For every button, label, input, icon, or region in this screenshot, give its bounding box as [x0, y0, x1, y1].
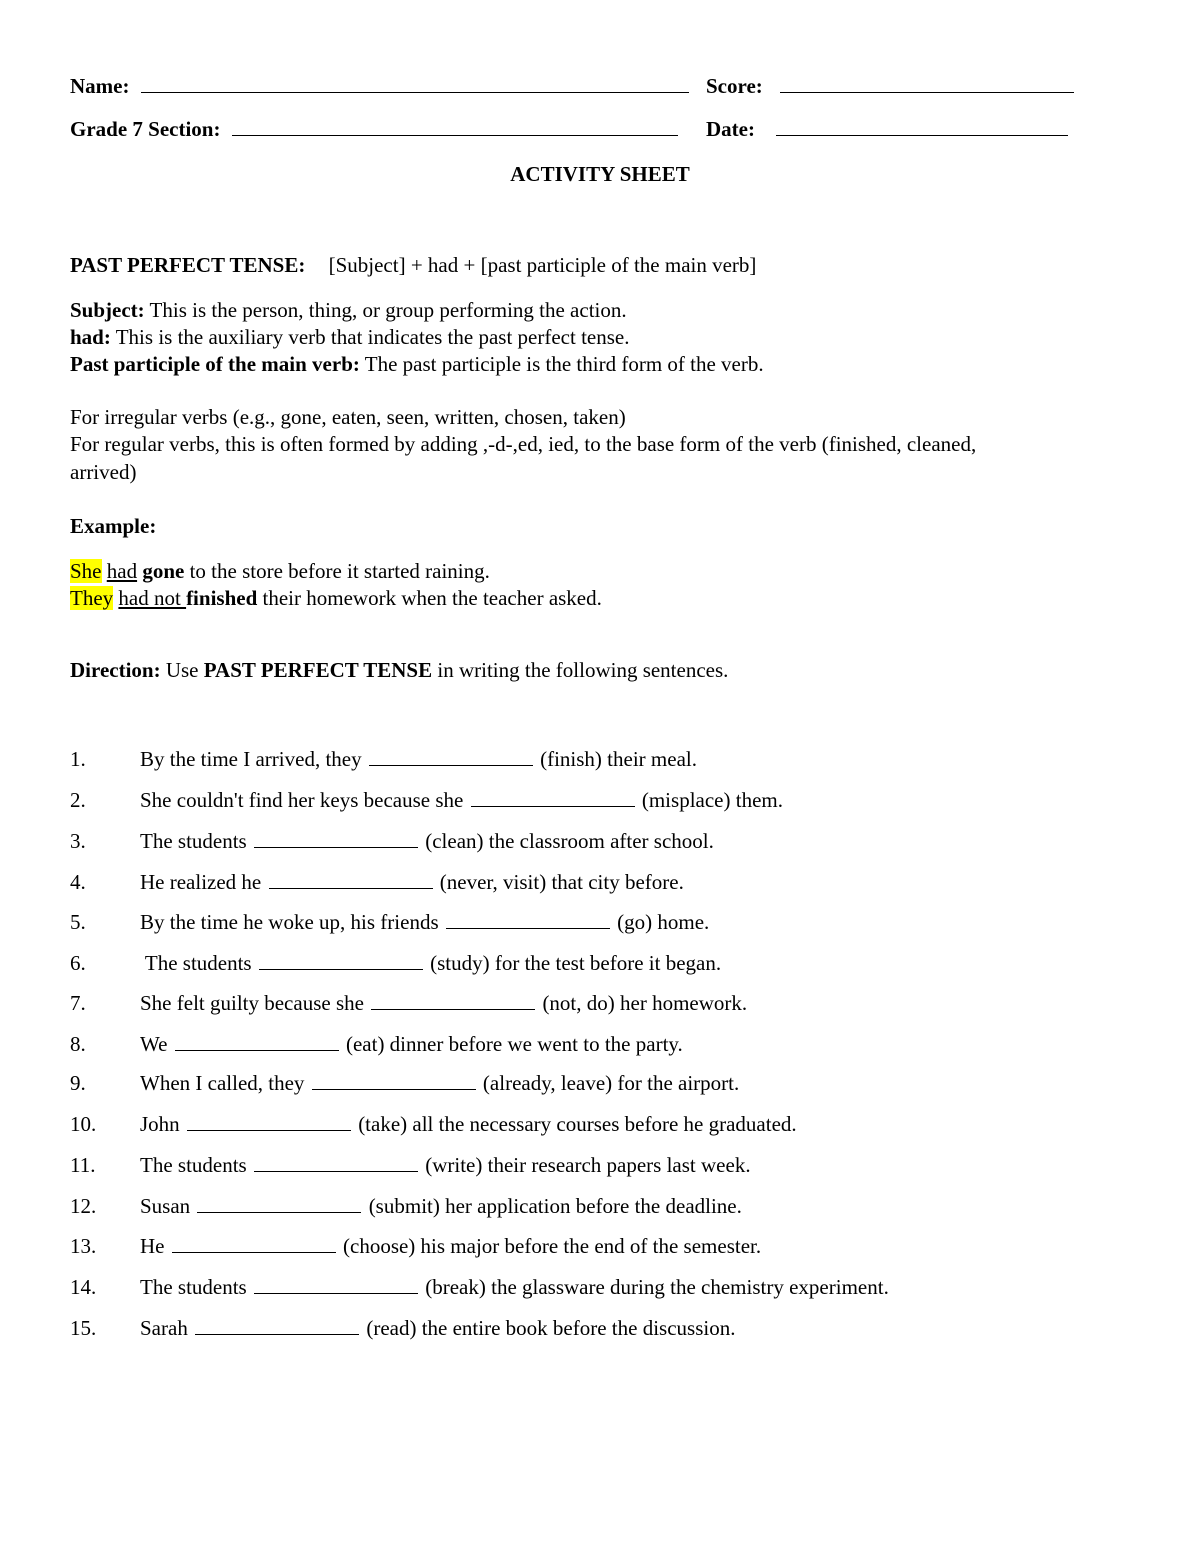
- item-number: 4.: [70, 870, 86, 894]
- name-label: Name:: [70, 74, 130, 98]
- item-number: 9.: [70, 1071, 86, 1095]
- answer-blank[interactable]: [254, 846, 418, 848]
- item-text-before: By the time he woke up, his friends: [140, 910, 444, 934]
- item-text-after: (choose) his major before the end of the semester.: [337, 1234, 762, 1258]
- answer-blank[interactable]: [254, 1292, 418, 1294]
- definition-past-participle: [70, 352, 764, 377]
- definition-term: had:: [70, 325, 111, 349]
- item-number: 2.: [70, 788, 86, 812]
- item-text-before: She couldn't find her keys because she: [140, 788, 469, 812]
- item-sentence: [140, 1194, 742, 1219]
- direction-bold: PAST PERFECT TENSE: [203, 658, 433, 682]
- answer-blank[interactable]: [187, 1129, 351, 1131]
- page-title: ACTIVITY SHEET: [510, 162, 690, 186]
- item-text-after: (not, do) her homework.: [537, 991, 748, 1015]
- item-sentence: [140, 829, 714, 854]
- item-text-before: The students: [140, 1275, 252, 1299]
- answer-blank[interactable]: [371, 1008, 535, 1010]
- item-sentence: [140, 1234, 761, 1259]
- item-text-before: By the time I arrived, they: [140, 747, 367, 771]
- item-text-after: (take) all the necessary courses before he graduated.: [352, 1112, 797, 1136]
- item-text-after: (break) the glassware during the chemistry experiment.: [419, 1275, 889, 1299]
- definition-term: Past participle of the main verb:: [70, 352, 360, 376]
- item-sentence: [140, 910, 709, 935]
- example-sentence-2: [70, 586, 602, 611]
- item-sentence: [140, 788, 783, 813]
- item-sentence: [140, 1112, 797, 1137]
- item-text-before: The students: [140, 1153, 252, 1177]
- item-number: 1.: [70, 747, 86, 771]
- item-text-after: (write) their research papers last week.: [419, 1153, 751, 1177]
- item-number: 12.: [70, 1194, 97, 1218]
- example-subject: She: [70, 559, 102, 583]
- item-text-before: She felt guilty because she: [140, 991, 370, 1015]
- item-text-after: (already, leave) for the airport.: [477, 1071, 740, 1095]
- item-number: 3.: [70, 829, 86, 853]
- answer-blank[interactable]: [197, 1211, 361, 1213]
- formula-label: PAST PERFECT TENSE:: [70, 253, 306, 277]
- definition-term: Subject:: [70, 298, 145, 322]
- item-number: 11.: [70, 1153, 96, 1177]
- item-text-before: The students: [140, 951, 257, 975]
- direction-line: [70, 658, 728, 683]
- item-text-before: We: [140, 1032, 173, 1056]
- definition-subject: [70, 298, 627, 323]
- example-rest: their homework when the teacher asked.: [257, 586, 602, 610]
- item-text-after: (go) home.: [611, 910, 710, 934]
- item-number: 7.: [70, 991, 86, 1015]
- definition-text: The past participle is the third form of the verb.: [359, 352, 764, 376]
- answer-blank[interactable]: [195, 1333, 359, 1335]
- section-line[interactable]: [232, 135, 678, 136]
- score-line[interactable]: [780, 92, 1074, 93]
- regular-verbs-note-cont: arrived): [70, 460, 137, 484]
- definition-had: [70, 325, 629, 350]
- item-text-before: Sarah: [140, 1316, 194, 1340]
- answer-blank[interactable]: [369, 764, 533, 766]
- definition-text: This is the auxiliary verb that indicates the past perfect tense.: [110, 325, 630, 349]
- item-sentence: [140, 747, 697, 772]
- item-number: 6.: [70, 951, 86, 975]
- example-verb: finished: [186, 586, 258, 610]
- item-text-after: (clean) the classroom after school.: [419, 829, 714, 853]
- example-rest: to the store before it started raining.: [184, 559, 490, 583]
- answer-blank[interactable]: [172, 1251, 336, 1253]
- item-text-after: (read) the entire book before the discussion.: [361, 1316, 736, 1340]
- item-text-before: John: [140, 1112, 185, 1136]
- section-label: Grade 7 Section:: [70, 117, 221, 141]
- item-text-before: When I called, they: [140, 1071, 310, 1095]
- example-auxiliary: had: [106, 559, 138, 583]
- answer-blank[interactable]: [269, 887, 433, 889]
- item-text-after: (finish) their meal.: [534, 747, 697, 771]
- date-line[interactable]: [776, 135, 1068, 136]
- score-field-row: [706, 74, 1074, 99]
- item-text-before: He: [140, 1234, 170, 1258]
- item-sentence: [140, 1032, 683, 1057]
- formula-line: [70, 253, 756, 278]
- item-text-after: (misplace) them.: [636, 788, 783, 812]
- answer-blank[interactable]: [259, 968, 423, 970]
- direction-post: in writing the following sentences.: [432, 658, 729, 682]
- example-subject: They: [70, 586, 114, 610]
- date-label: Date:: [706, 117, 755, 141]
- irregular-verbs-note: For irregular verbs (e.g., gone, eaten, seen, written, chosen, taken): [70, 405, 626, 429]
- item-sentence: [140, 991, 747, 1016]
- regular-verbs-note: For regular verbs, this is often formed by adding ,-d-,ed, ied, to the base form of the verb (finished, cleaned,: [70, 432, 977, 456]
- item-sentence: [140, 1316, 735, 1341]
- answer-blank[interactable]: [446, 927, 610, 929]
- definition-text: This is the person, thing, or group performing the action.: [144, 298, 627, 322]
- item-text-before: Susan: [140, 1194, 196, 1218]
- score-label: Score:: [706, 74, 763, 98]
- example-sentence-1: [70, 559, 490, 584]
- item-text-before: The students: [140, 829, 252, 853]
- section-field-row: [70, 117, 678, 142]
- item-text-after: (eat) dinner before we went to the party.: [340, 1032, 683, 1056]
- item-text-after: (never, visit) that city before.: [434, 870, 684, 894]
- example-auxiliary: had not: [118, 586, 187, 610]
- answer-blank[interactable]: [312, 1088, 476, 1090]
- name-field-row: [70, 74, 689, 99]
- example-verb: gone: [142, 559, 185, 583]
- item-sentence: [140, 1275, 889, 1300]
- item-number: 8.: [70, 1032, 86, 1056]
- answer-blank[interactable]: [471, 805, 635, 807]
- answer-blank[interactable]: [175, 1049, 339, 1051]
- example-label: Example:: [70, 514, 157, 538]
- item-number: 15.: [70, 1316, 97, 1340]
- item-sentence: [140, 1071, 739, 1096]
- item-number: 5.: [70, 910, 86, 934]
- formula-text: [Subject] + had + [past participle of the main verb]: [328, 253, 757, 277]
- answer-blank[interactable]: [254, 1170, 418, 1172]
- item-text-after: (study) for the test before it began.: [424, 951, 722, 975]
- date-field-row: [706, 117, 1068, 142]
- item-number: 10.: [70, 1112, 97, 1136]
- direction-pre: Use: [160, 658, 204, 682]
- item-text-after: (submit) her application before the deadline.: [363, 1194, 742, 1218]
- item-text-before: He realized he: [140, 870, 267, 894]
- item-number: 14.: [70, 1275, 97, 1299]
- name-line[interactable]: [141, 92, 689, 93]
- item-number: 13.: [70, 1234, 97, 1258]
- item-sentence: [140, 1153, 751, 1178]
- item-sentence: [140, 951, 721, 976]
- item-sentence: [140, 870, 684, 895]
- direction-label: Direction:: [70, 658, 161, 682]
